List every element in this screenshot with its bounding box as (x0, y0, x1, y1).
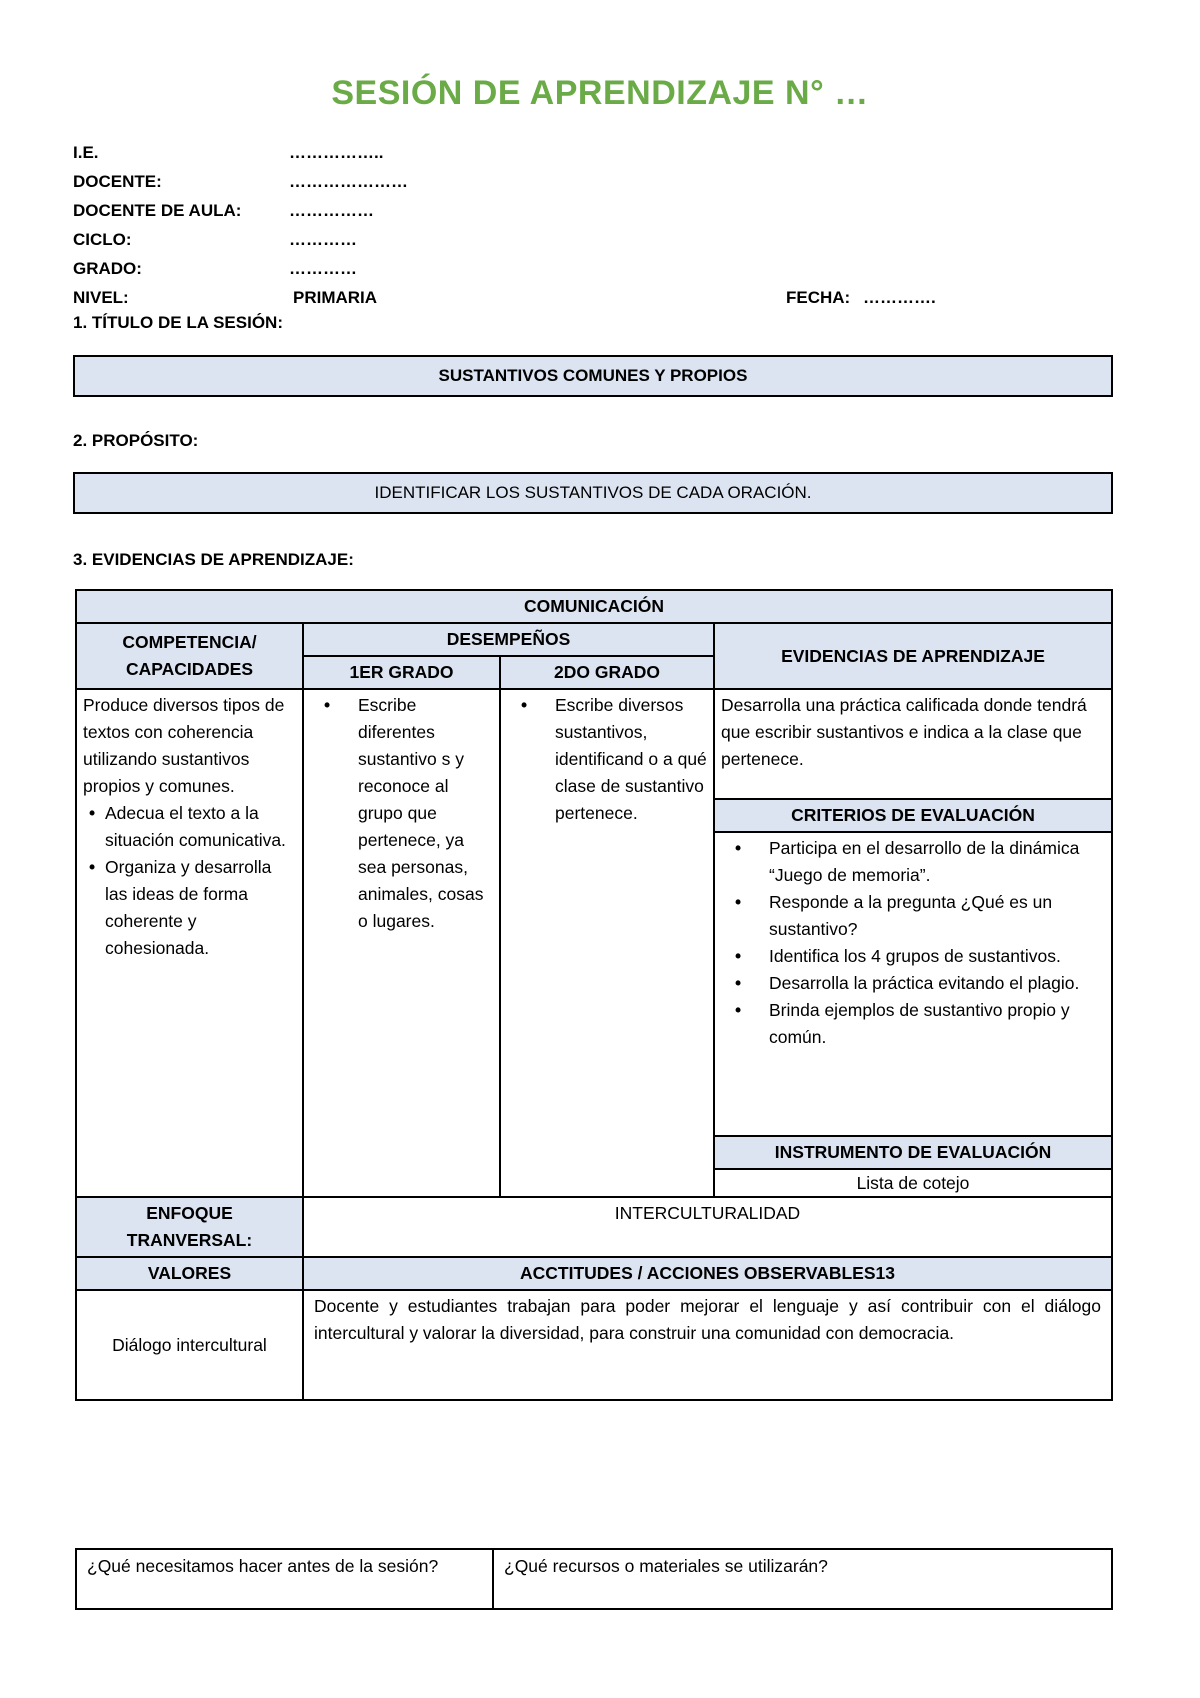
instrumento-value: Lista de cotejo (714, 1169, 1112, 1197)
docente-aula-label: DOCENTE DE AULA: (73, 201, 242, 220)
list-item: • Organiza y desarrolla las ideas de forma coherente y cohesionada. (105, 854, 296, 962)
docente-aula-value: …………… (289, 201, 374, 220)
grado2-list (507, 692, 707, 827)
valores-header: VALORES (76, 1257, 303, 1290)
list-item: • Participa en el desarrollo de la dinámica “Juego de memoria”. (769, 835, 1105, 889)
info-row-docente (73, 167, 1133, 196)
enfoque-label: ENFOQUE TRANVERSAL: (76, 1197, 303, 1257)
list-item: • Identifica los 4 grupos de sustantivos. (769, 943, 1105, 970)
instrumento-header: INSTRUMENTO DE EVALUACIÓN (714, 1136, 1112, 1169)
criterios-cell (714, 832, 1112, 1136)
competencia-text: Produce diversos tipos de textos con coherencia utilizando sustantivos propios y comunes. (83, 695, 285, 796)
info-row-docente-aula (73, 196, 1133, 225)
ciclo-value: ………… (289, 230, 357, 249)
actitudes-header: ACCTITUDES / ACCIONES OBSERVABLES13 (303, 1257, 1112, 1290)
nivel-value: PRIMARIA (293, 288, 378, 307)
ie-label: I.E. (73, 143, 99, 162)
ie-value: …………….. (289, 143, 384, 162)
capacidades-list (83, 800, 296, 962)
list-item: • Adecua el texto a la situación comunicativa. (105, 800, 296, 854)
page-title: SESIÓN DE APRENDIZAJE N° … (331, 74, 869, 112)
info-row-nivel (73, 283, 1133, 312)
evidencia-cell: Desarrolla una práctica calificada donde tendrá que escribir sustantivos e indica a la clase que pertenece. (714, 689, 1112, 799)
list-item: • Responde a la pregunta ¿Qué es un sustantivo? (769, 889, 1105, 943)
list-item: • Escribe diferentes sustantivo s y reconoce al grupo que pertenece, ya sea personas, animales, cosas o lugares. (358, 692, 493, 935)
info-row-grado (73, 254, 1133, 283)
grado2-cell (500, 689, 714, 1197)
fecha-value: …………. (863, 288, 936, 307)
planning-table (75, 1548, 1113, 1610)
evidencias-header: EVIDENCIAS DE APRENDIZAJE (714, 623, 1112, 689)
enfoque-value: INTERCULTURALIDAD (303, 1197, 1112, 1257)
info-row-ie (73, 138, 1133, 167)
titulo-heading: 1. TÍTULO DE LA SESIÓN: (73, 313, 283, 332)
antes-cell: ¿Qué necesitamos hacer antes de la sesión? (76, 1549, 493, 1609)
proposito-heading: 2. PROPÓSITO: (73, 431, 199, 450)
evidence-table (75, 589, 1113, 1401)
desempenos-header: DESEMPEÑOS (303, 623, 714, 656)
nivel-label: NIVEL: (73, 288, 129, 307)
info-row-ciclo (73, 225, 1133, 254)
criterios-list (721, 835, 1105, 1051)
grado1-header: 1ER GRADO (303, 656, 500, 689)
list-item: • Escribe diversos sustantivos, identificand o a qué clase de sustantivo pertenece. (555, 692, 707, 827)
evidencias-heading: 3. EVIDENCIAS DE APRENDIZAJE: (73, 550, 354, 569)
competencia-cell (76, 689, 303, 1197)
recursos-cell: ¿Qué recursos o materiales se utilizarán? (493, 1549, 1112, 1609)
ciclo-label: CICLO: (73, 230, 132, 249)
session-info (73, 138, 1133, 312)
grado2-header: 2DO GRADO (500, 656, 714, 689)
docente-label: DOCENTE: (73, 172, 162, 191)
area-header: COMUNICACIÓN (76, 590, 1112, 623)
fecha-label: FECHA: (786, 288, 851, 307)
competencia-header: COMPETENCIA/ CAPACIDADES (76, 623, 303, 689)
grado1-list (310, 692, 493, 935)
docente-value: ………………… (289, 172, 408, 191)
list-item: • Desarrolla la práctica evitando el plagio. (769, 970, 1105, 997)
actitud-value: Docente y estudiantes trabajan para poder mejorar el lenguaje y así contribuir con el diálogo intercultural y valorar la diversidad, para construir una comunidad con democracia. (303, 1290, 1112, 1400)
list-item: • Brinda ejemplos de sustantivo propio y común. (769, 997, 1105, 1051)
grado1-cell (303, 689, 500, 1197)
titulo-box: SUSTANTIVOS COMUNES Y PROPIOS (73, 355, 1113, 397)
grado-label: GRADO: (73, 259, 142, 278)
criterios-header: CRITERIOS DE EVALUACIÓN (714, 799, 1112, 832)
grado-value: ………… (289, 259, 357, 278)
valor-value: Diálogo intercultural (76, 1290, 303, 1400)
proposito-box: IDENTIFICAR LOS SUSTANTIVOS DE CADA ORACIÓN. (73, 472, 1113, 514)
